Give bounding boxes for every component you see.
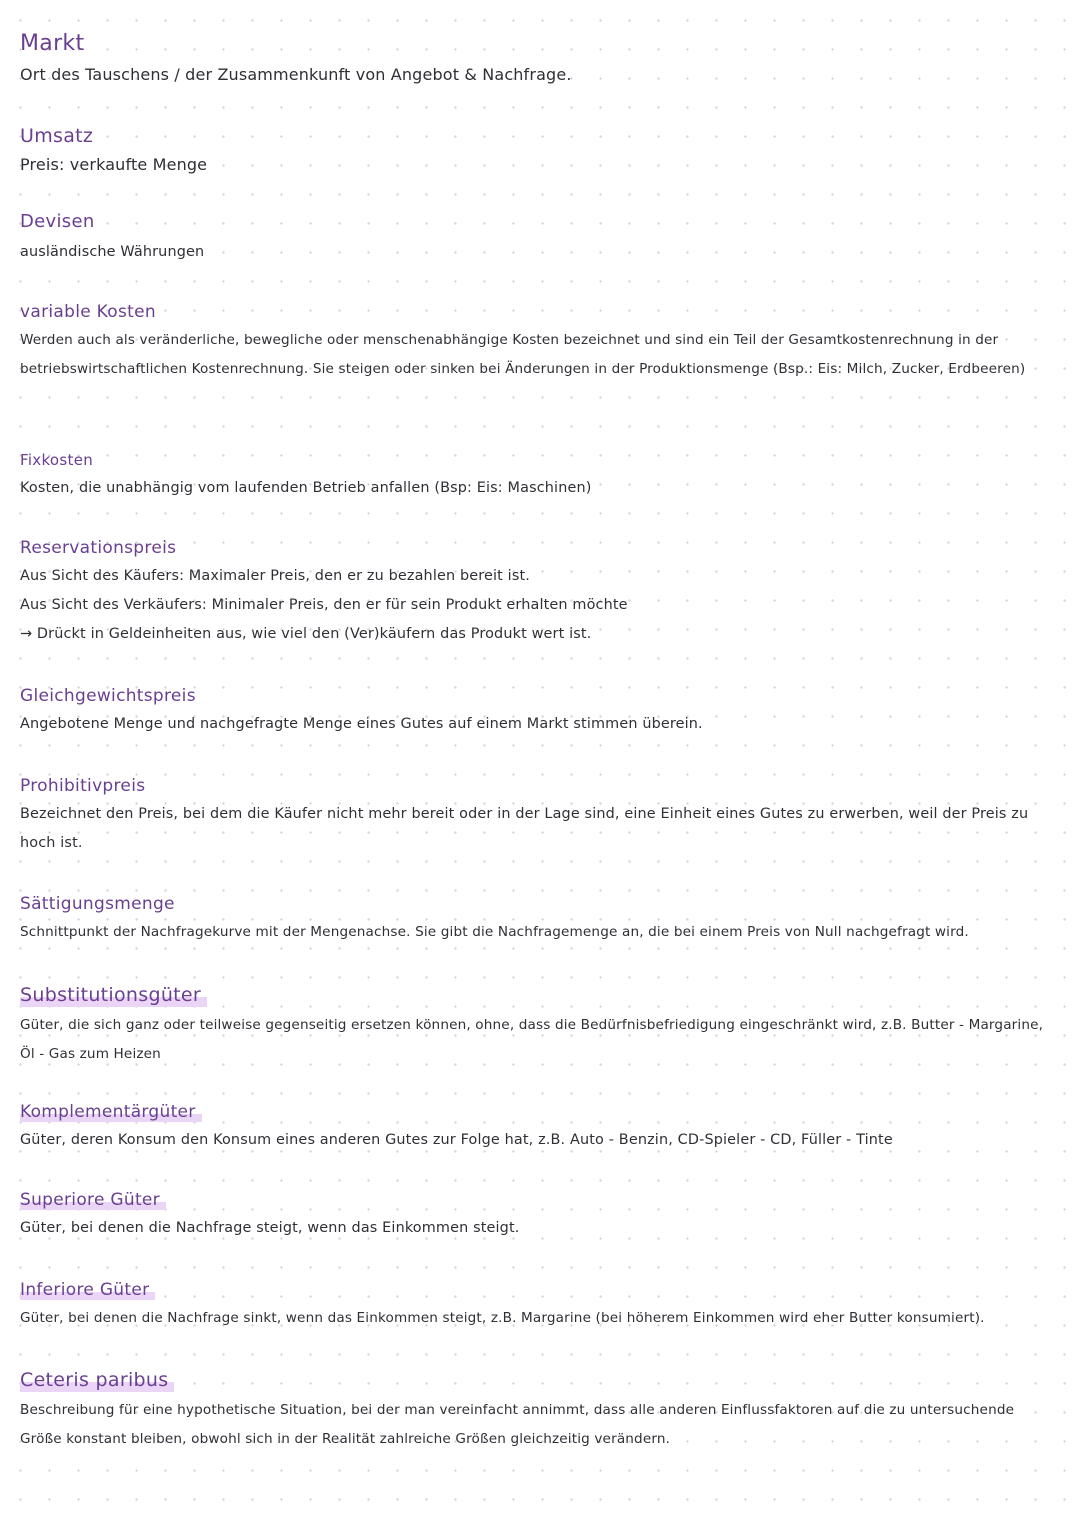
entry-markt: [20, 30, 1060, 89]
entry-prohibitivpreis: [20, 774, 1060, 858]
entry-komplementaergueter: [20, 1100, 1060, 1155]
entry-devisen: [20, 208, 1060, 267]
term-reservationspreis: Reservationspreis: [20, 538, 177, 558]
entry-gleichgewichtspreis: [20, 684, 1060, 739]
definition-variable-kosten: Werden auch als veränderliche, bewegliche oder menschenabhängige Kosten bezeichnet und sind ein Teil der Gesamtkostenrechnung in der betriebswirtschaftlichen Kostenrechnung. Sie steigen oder sinken bei Änderungen in der Produktionsmenge (Bsp.: Eis: Milch, Zucker, Erdbeeren): [20, 332, 1026, 377]
term-gleichgewichtspreis: Gleichgewichtspreis: [20, 686, 196, 706]
entry-substitutionsgueter: [20, 981, 1060, 1069]
definition-inferiore-gueter: Güter, bei denen die Nachfrage sinkt, wenn das Einkommen steigt, z.B. Margarine (bei höherem Einkommen wird eher Butter konsumiert).: [20, 1310, 985, 1326]
entry-ceteris-paribus: [20, 1366, 1060, 1454]
definition-komplementaergueter: Güter, deren Konsum den Konsum eines anderen Gutes zur Folge hat, z.B. Auto - Benzin, CD-Spieler - CD, Füller - Tinte: [20, 1132, 893, 1148]
term-superiore-gueter: Superiore Güter: [20, 1188, 166, 1212]
entry-variable-kosten: [20, 300, 1060, 384]
term-saettigungsmenge: Sättigungsmenge: [20, 894, 175, 914]
term-fixkosten: Fixkosten: [20, 451, 94, 469]
term-umsatz: Umsatz: [20, 125, 94, 147]
definition-markt: Ort des Tauschens / der Zusammenkunft von Angebot & Nachfrage.: [20, 65, 572, 84]
entry-umsatz: [20, 122, 1060, 179]
entry-fixkosten: [20, 448, 1060, 503]
term-komplementaergueter: Komplementärgüter: [20, 1100, 202, 1124]
entry-saettigungsmenge: [20, 892, 1060, 947]
entry-superiore-gueter: [20, 1188, 1060, 1243]
term-devisen: Devisen: [20, 211, 95, 232]
definition-devisen: ausländische Währungen: [20, 244, 205, 260]
definition-umsatz: Preis: verkaufte Menge: [20, 155, 208, 174]
term-variable-kosten: variable Kosten: [20, 302, 156, 322]
term-substitutionsgueter: Substitutionsgüter: [20, 981, 207, 1009]
term-markt: Markt: [20, 31, 85, 56]
term-inferiore-gueter: Inferiore Güter: [20, 1278, 155, 1302]
entry-reservationspreis: [20, 536, 1060, 649]
definition-substitutionsgueter: Güter, die sich ganz oder teilweise gegenseitig ersetzen können, ohne, dass die Bedürfnisbefriedigung eingeschränkt wird, z.B. Butter - Margarine, Öl - Gas zum Heizen: [20, 1017, 1044, 1062]
definition-prohibitivpreis: Bezeichnet den Preis, bei dem die Käufer nicht mehr bereit oder in der Lage sind, eine Einheit eines Gutes zu erwerben, weil der Preis zu hoch ist.: [20, 806, 1029, 851]
entry-inferiore-gueter: [20, 1278, 1060, 1333]
definition-gleichgewichtspreis: Angebotene Menge und nachgefragte Menge eines Gutes auf einem Markt stimmen überein.: [20, 716, 703, 732]
definition-saettigungsmenge: Schnittpunkt der Nachfragekurve mit der Mengenachse. Sie gibt die Nachfragemenge an, die bei einem Preis von Null nachgefragt wird.: [20, 924, 969, 940]
definition-fixkosten: Kosten, die unabhängig vom laufenden Betrieb anfallen (Bsp: Eis: Maschinen): [20, 480, 592, 496]
definition-ceteris-paribus: Beschreibung für eine hypothetische Situation, bei der man vereinfacht annimmt, dass alle anderen Einflussfaktoren auf die zu untersuchende Größe konstant bleiben, obwohl sich in der Realität zahlreiche Größen gleichzeitig verändern.: [20, 1402, 1015, 1447]
term-prohibitivpreis: Prohibitivpreis: [20, 776, 146, 796]
term-ceteris-paribus: Ceteris paribus: [20, 1366, 174, 1394]
definition-superiore-gueter: Güter, bei denen die Nachfrage steigt, wenn das Einkommen steigt.: [20, 1220, 520, 1236]
reservationspreis-line-geldeinheiten: → Drückt in Geldeinheiten aus, wie viel den (Ver)käufern das Produkt wert ist.: [20, 626, 592, 642]
definition-reservationspreis: [20, 562, 1060, 649]
reservationspreis-line-verkaeufer: Aus Sicht des Verkäufers: Minimaler Preis, den er für sein Produkt erhalten möchte: [20, 597, 628, 613]
reservationspreis-line-kaeufer: Aus Sicht des Käufers: Maximaler Preis, den er zu bezahlen bereit ist.: [20, 568, 530, 584]
